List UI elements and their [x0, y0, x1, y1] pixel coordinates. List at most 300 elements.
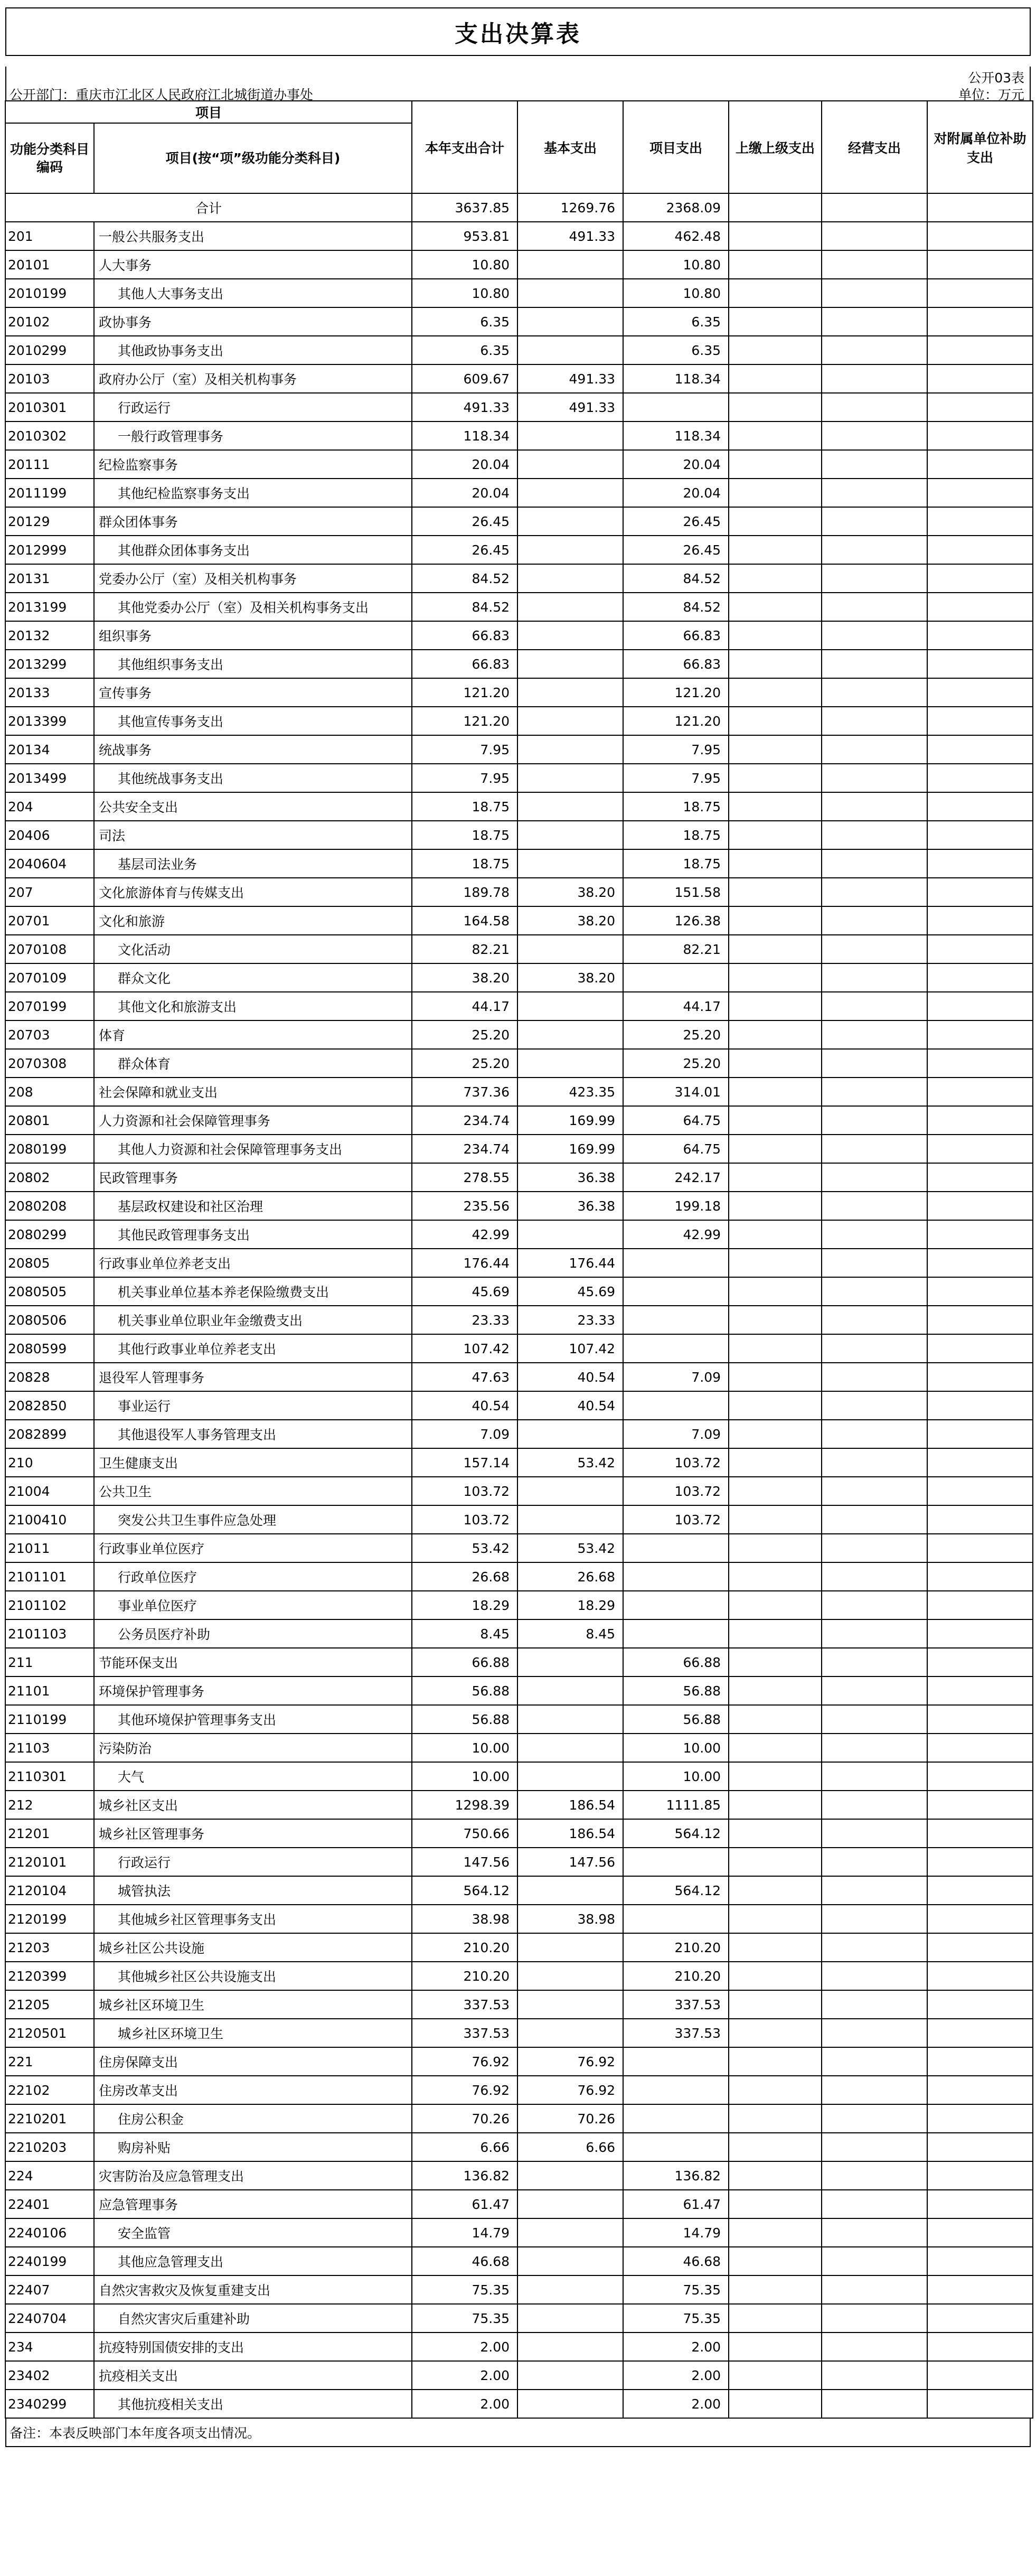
row-superior [729, 1249, 822, 1277]
row-basic: 76.92 [517, 2047, 623, 2076]
row-name: 统战事务 [94, 735, 412, 764]
row-operating [822, 678, 927, 707]
table-row [5, 2218, 1033, 2247]
row-operating [822, 1734, 927, 1762]
row-project: 6.35 [623, 336, 729, 364]
row-superior [729, 1192, 822, 1220]
row-basic: 76.92 [517, 2076, 623, 2104]
row-name: 体育 [94, 1020, 412, 1049]
table-row [5, 2304, 1033, 2333]
row-total: 103.72 [412, 1505, 517, 1534]
row-project: 25.20 [623, 1020, 729, 1049]
row-basic: 423.35 [517, 1078, 623, 1106]
row-operating [822, 1848, 927, 1876]
row-project: 20.04 [623, 450, 729, 479]
row-subsidiary [927, 2019, 1033, 2047]
row-basic: 6.66 [517, 2133, 623, 2161]
row-code: 21201 [5, 1819, 94, 1848]
row-total: 38.98 [412, 1905, 517, 1933]
row-code: 2070308 [5, 1049, 94, 1078]
row-superior [729, 2161, 822, 2190]
expenditure-sheet [5, 7, 1031, 2447]
row-subsidiary [927, 450, 1033, 479]
row-name: 抗疫特别国债安排的支出 [94, 2333, 412, 2361]
row-basic: 36.38 [517, 1192, 623, 1220]
row-superior [729, 764, 822, 792]
row-code: 2070199 [5, 992, 94, 1020]
row-basic [517, 2247, 623, 2275]
row-basic: 169.99 [517, 1106, 623, 1135]
row-project: 7.09 [623, 1363, 729, 1391]
row-basic: 8.45 [517, 1619, 623, 1648]
row-subsidiary [927, 2218, 1033, 2247]
table-row [5, 1505, 1033, 1534]
row-name: 其他城乡社区公共设施支出 [94, 1962, 412, 1990]
row-project: 121.20 [623, 707, 729, 735]
row-superior [729, 507, 822, 536]
row-name: 城乡社区公共设施 [94, 1933, 412, 1962]
row-project: 118.34 [623, 364, 729, 393]
row-name: 人大事务 [94, 250, 412, 279]
row-subsidiary [927, 279, 1033, 307]
row-project: 82.21 [623, 935, 729, 963]
row-name: 其他环境保护管理事务支出 [94, 1705, 412, 1734]
row-total: 10.80 [412, 279, 517, 307]
row-name: 人力资源和社会保障管理事务 [94, 1106, 412, 1135]
row-code: 20703 [5, 1020, 94, 1049]
row-total: 147.56 [412, 1848, 517, 1876]
row-total: 46.68 [412, 2247, 517, 2275]
row-name: 其他统战事务支出 [94, 764, 412, 792]
row-operating [822, 1448, 927, 1477]
row-code: 208 [5, 1078, 94, 1106]
row-name: 文化旅游体育与传媒支出 [94, 878, 412, 906]
row-basic: 23.33 [517, 1306, 623, 1334]
row-basic: 107.42 [517, 1334, 623, 1363]
row-name: 文化活动 [94, 935, 412, 963]
footnote: 备注：本表反映部门本年度各项支出情况。 [5, 2419, 1031, 2447]
row-total: 235.56 [412, 1192, 517, 1220]
row-total: 75.35 [412, 2304, 517, 2333]
row-name: 其他城乡社区管理事务支出 [94, 1905, 412, 1933]
row-basic [517, 2390, 623, 2418]
row-project: 118.34 [623, 421, 729, 450]
row-operating [822, 992, 927, 1020]
row-superior [729, 707, 822, 735]
table-row [5, 963, 1033, 992]
row-superior [729, 1363, 822, 1391]
row-name: 组织事务 [94, 621, 412, 650]
row-superior [729, 878, 822, 906]
row-name: 其他人力资源和社会保障管理事务支出 [94, 1135, 412, 1163]
row-subsidiary [927, 1306, 1033, 1334]
row-operating [822, 307, 927, 336]
row-name: 大气 [94, 1762, 412, 1791]
row-code: 22401 [5, 2190, 94, 2218]
row-superior [729, 2247, 822, 2275]
row-project: 18.75 [623, 849, 729, 878]
row-operating [822, 1163, 927, 1192]
row-superior [729, 421, 822, 450]
row-subsidiary [927, 1135, 1033, 1163]
row-subsidiary [927, 1420, 1033, 1448]
row-superior [729, 1848, 822, 1876]
row-name: 自然灾害救灾及恢复重建支出 [94, 2275, 412, 2304]
row-subsidiary [927, 564, 1033, 593]
row-superior [729, 1962, 822, 1990]
row-basic [517, 2190, 623, 2218]
row-operating [822, 1049, 927, 1078]
row-name: 应急管理事务 [94, 2190, 412, 2218]
row-project [623, 1848, 729, 1876]
row-total: 76.92 [412, 2047, 517, 2076]
row-subsidiary [927, 1676, 1033, 1705]
row-superior [729, 2047, 822, 2076]
row-superior [729, 222, 822, 250]
row-name: 纪检监察事务 [94, 450, 412, 479]
unit-label: 单位：万元 [958, 87, 1024, 102]
row-name: 灾害防治及应急管理支出 [94, 2161, 412, 2190]
row-basic [517, 2333, 623, 2361]
row-total: 18.75 [412, 849, 517, 878]
row-code: 2110199 [5, 1705, 94, 1734]
row-total: 737.36 [412, 1078, 517, 1106]
row-code: 2011199 [5, 479, 94, 507]
row-project: 56.88 [623, 1705, 729, 1734]
row-total: 10.00 [412, 1734, 517, 1762]
row-superior [729, 992, 822, 1020]
row-name: 住房改革支出 [94, 2076, 412, 2104]
row-total: 564.12 [412, 1876, 517, 1905]
row-project: 7.95 [623, 735, 729, 764]
row-operating [822, 1591, 927, 1619]
row-subsidiary [927, 393, 1033, 421]
row-basic [517, 1220, 623, 1249]
row-subsidiary [927, 2076, 1033, 2104]
row-project: 10.00 [623, 1762, 729, 1791]
row-superior [729, 1791, 822, 1819]
table-row [5, 2019, 1033, 2047]
table-row [5, 707, 1033, 735]
row-superior [729, 450, 822, 479]
row-basic: 169.99 [517, 1135, 623, 1163]
row-project: 337.53 [623, 2019, 729, 2047]
row-name: 城乡社区支出 [94, 1791, 412, 1819]
row-superior [729, 621, 822, 650]
row-code: 2080506 [5, 1306, 94, 1334]
row-total: 76.92 [412, 2076, 517, 2104]
table-row [5, 1591, 1033, 1619]
row-basic: 53.42 [517, 1534, 623, 1562]
row-code: 22102 [5, 2076, 94, 2104]
row-operating [822, 707, 927, 735]
row-code: 21203 [5, 1933, 94, 1962]
row-subsidiary [927, 222, 1033, 250]
row-code: 221 [5, 2047, 94, 2076]
row-basic: 491.33 [517, 364, 623, 393]
row-project: 103.72 [623, 1477, 729, 1505]
row-subsidiary [927, 2104, 1033, 2133]
table-row [5, 2076, 1033, 2104]
row-operating [822, 650, 927, 678]
table-row [5, 792, 1033, 821]
row-total: 61.47 [412, 2190, 517, 2218]
row-total: 953.81 [412, 222, 517, 250]
total-basic: 1269.76 [517, 193, 623, 222]
row-operating [822, 1534, 927, 1562]
row-name: 其他行政事业单位养老支出 [94, 1334, 412, 1363]
row-code: 2082850 [5, 1391, 94, 1420]
row-code: 2010301 [5, 393, 94, 421]
table-row [5, 2275, 1033, 2304]
row-superior [729, 963, 822, 992]
row-project [623, 1334, 729, 1363]
row-superior [729, 1220, 822, 1249]
table-row [5, 1619, 1033, 1648]
row-basic [517, 1505, 623, 1534]
row-code: 2080505 [5, 1277, 94, 1306]
row-project [623, 2133, 729, 2161]
row-project [623, 1591, 729, 1619]
row-project: 7.09 [623, 1420, 729, 1448]
row-basic [517, 536, 623, 564]
row-name: 政协事务 [94, 307, 412, 336]
table-row [5, 2104, 1033, 2133]
row-basic [517, 1477, 623, 1505]
row-name: 民政管理事务 [94, 1163, 412, 1192]
row-subsidiary [927, 935, 1033, 963]
row-subsidiary [927, 1220, 1033, 1249]
table-row [5, 1762, 1033, 1791]
row-name: 行政事业单位养老支出 [94, 1249, 412, 1277]
row-basic [517, 2304, 623, 2333]
row-basic [517, 707, 623, 735]
row-project: 84.52 [623, 564, 729, 593]
row-operating [822, 564, 927, 593]
row-operating [822, 507, 927, 536]
row-code: 2120399 [5, 1962, 94, 1990]
row-name: 政府办公厅（室）及相关机构事务 [94, 364, 412, 393]
row-project: 64.75 [623, 1106, 729, 1135]
row-superior [729, 593, 822, 621]
row-project: 46.68 [623, 2247, 729, 2275]
table-row [5, 1962, 1033, 1990]
row-code: 21004 [5, 1477, 94, 1505]
row-superior [729, 479, 822, 507]
row-operating [822, 1562, 927, 1591]
row-subsidiary [927, 1020, 1033, 1049]
row-name: 其他民政管理事务支出 [94, 1220, 412, 1249]
row-subsidiary [927, 2161, 1033, 2190]
row-operating [822, 1933, 927, 1962]
row-operating [822, 2076, 927, 2104]
total-project: 2368.09 [623, 193, 729, 222]
total-row [5, 193, 1033, 222]
row-total: 66.88 [412, 1648, 517, 1676]
row-code: 211 [5, 1648, 94, 1676]
row-name: 其他退役军人事务管理支出 [94, 1420, 412, 1448]
row-total: 491.33 [412, 393, 517, 421]
table-row [5, 1135, 1033, 1163]
row-superior [729, 364, 822, 393]
row-superior [729, 2275, 822, 2304]
row-total: 337.53 [412, 1990, 517, 2019]
row-name: 污染防治 [94, 1734, 412, 1762]
row-name: 机关事业单位职业年金缴费支出 [94, 1306, 412, 1334]
row-project [623, 1249, 729, 1277]
row-basic: 38.20 [517, 906, 623, 935]
row-code: 2120104 [5, 1876, 94, 1905]
row-code: 20129 [5, 507, 94, 536]
row-total: 20.04 [412, 450, 517, 479]
row-name: 城乡社区环境卫生 [94, 2019, 412, 2047]
row-code: 2240106 [5, 2218, 94, 2247]
row-basic: 26.68 [517, 1562, 623, 1591]
row-subsidiary [927, 1962, 1033, 1990]
row-total: 2.00 [412, 2390, 517, 2418]
row-superior [729, 1762, 822, 1791]
row-name: 环境保护管理事务 [94, 1676, 412, 1705]
row-name: 其他组织事务支出 [94, 650, 412, 678]
row-basic [517, 935, 623, 963]
row-superior [729, 2190, 822, 2218]
row-subsidiary [927, 878, 1033, 906]
row-name: 行政单位医疗 [94, 1562, 412, 1591]
row-subsidiary [927, 2390, 1033, 2418]
row-project: 26.45 [623, 507, 729, 536]
row-name: 购房补贴 [94, 2133, 412, 2161]
row-basic [517, 2161, 623, 2190]
row-operating [822, 906, 927, 935]
row-subsidiary [927, 421, 1033, 450]
row-project: 61.47 [623, 2190, 729, 2218]
table-row [5, 450, 1033, 479]
row-project: 26.45 [623, 536, 729, 564]
row-operating [822, 1078, 927, 1106]
row-subsidiary [927, 536, 1033, 564]
table-row [5, 1163, 1033, 1192]
row-basic [517, 507, 623, 536]
table-row [5, 1990, 1033, 2019]
table-row [5, 1078, 1033, 1106]
row-code: 2120501 [5, 2019, 94, 2047]
table-row [5, 1905, 1033, 1933]
row-project: 66.83 [623, 650, 729, 678]
table-row [5, 1192, 1033, 1220]
row-subsidiary [927, 2190, 1033, 2218]
row-superior [729, 1163, 822, 1192]
row-subsidiary [927, 1192, 1033, 1220]
row-operating [822, 1648, 927, 1676]
row-operating [822, 1249, 927, 1277]
row-basic [517, 1705, 623, 1734]
row-superior [729, 2218, 822, 2247]
row-project: 7.95 [623, 764, 729, 792]
row-total: 278.55 [412, 1163, 517, 1192]
row-code: 2120199 [5, 1905, 94, 1933]
table-row [5, 821, 1033, 849]
header-subsidiary: 对附属单位补助支出 [927, 101, 1033, 193]
row-superior [729, 2333, 822, 2361]
row-total: 118.34 [412, 421, 517, 450]
table-row [5, 1848, 1033, 1876]
row-name: 其他群众团体事务支出 [94, 536, 412, 564]
row-basic [517, 735, 623, 764]
row-superior [729, 906, 822, 935]
row-project: 121.20 [623, 678, 729, 707]
row-superior [729, 1562, 822, 1591]
header-superior: 上缴上级支出 [729, 101, 822, 193]
row-project: 210.20 [623, 1933, 729, 1962]
row-superior [729, 1420, 822, 1448]
table-row [5, 2390, 1033, 2418]
row-code: 2080299 [5, 1220, 94, 1249]
row-project: 314.01 [623, 1078, 729, 1106]
row-name: 其他抗疫相关支出 [94, 2390, 412, 2418]
row-operating [822, 2304, 927, 2333]
row-superior [729, 821, 822, 849]
table-row [5, 1420, 1033, 1448]
header-item-group: 项目 [5, 101, 412, 123]
row-superior [729, 2104, 822, 2133]
table-row [5, 1477, 1033, 1505]
row-name: 事业单位医疗 [94, 1591, 412, 1619]
row-operating [822, 1705, 927, 1734]
table-row [5, 536, 1033, 564]
row-operating [822, 849, 927, 878]
row-subsidiary [927, 1791, 1033, 1819]
row-code: 2070109 [5, 963, 94, 992]
row-total: 176.44 [412, 1249, 517, 1277]
row-subsidiary [927, 707, 1033, 735]
row-project: 10.00 [623, 1734, 729, 1762]
row-basic: 40.54 [517, 1363, 623, 1391]
header-basic: 基本支出 [517, 101, 623, 193]
row-operating [822, 1791, 927, 1819]
row-total: 38.20 [412, 963, 517, 992]
row-subsidiary [927, 2333, 1033, 2361]
row-code: 2013499 [5, 764, 94, 792]
row-total: 7.95 [412, 764, 517, 792]
table-row [5, 906, 1033, 935]
row-project: 1111.85 [623, 1791, 729, 1819]
row-superior [729, 336, 822, 364]
table-row [5, 222, 1033, 250]
row-code: 20406 [5, 821, 94, 849]
row-subsidiary [927, 992, 1033, 1020]
row-total: 82.21 [412, 935, 517, 963]
row-project: 44.17 [623, 992, 729, 1020]
row-code: 2240199 [5, 2247, 94, 2275]
row-project: 564.12 [623, 1819, 729, 1848]
row-superior [729, 279, 822, 307]
row-basic [517, 450, 623, 479]
row-basic: 186.54 [517, 1791, 623, 1819]
row-operating [822, 2161, 927, 2190]
row-code: 2010302 [5, 421, 94, 450]
table-row [5, 735, 1033, 764]
row-basic [517, 1962, 623, 1990]
row-project [623, 1306, 729, 1334]
row-code: 2101103 [5, 1619, 94, 1648]
row-operating [822, 1676, 927, 1705]
row-project [623, 1905, 729, 1933]
row-code: 2013399 [5, 707, 94, 735]
table-row [5, 935, 1033, 963]
row-basic [517, 1734, 623, 1762]
row-project [623, 2076, 729, 2104]
row-project: 126.38 [623, 906, 729, 935]
